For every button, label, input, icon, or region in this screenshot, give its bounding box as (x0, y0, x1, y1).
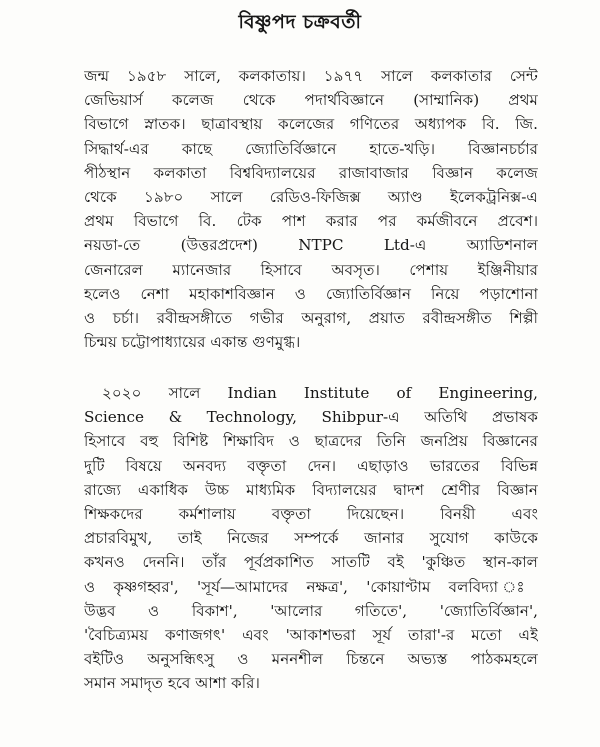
text-line: প্রচারবিমুখ, তাই নিজের সম্পর্কে জানার সুযোগ কাউকে (84, 529, 538, 548)
biography-paragraph-2 (84, 381, 538, 696)
text-line: শিক্ষকদের কর্মশালায় বক্তৃতা দিয়েছেন। বিনয়ী এবং (84, 505, 538, 524)
biography-paragraph-1 (84, 64, 538, 354)
text-line: নয়ডা-তে (উত্তরপ্রদেশ) NTPC Ltd-এ অ্যাডিশনাল (84, 236, 538, 255)
text-line: ও চর্চা। রবীন্দ্রসঙ্গীতে গভীর অনুরাগ, প্রয়াত রবীন্দ্রসঙ্গীত শিল্পী (84, 309, 538, 328)
text-line: চিন্ময় চট্টোপাধ্যায়ের একান্ত গুণমুগ্ধ। (84, 333, 301, 352)
text-line: হলেও নেশা মহাকাশবিজ্ঞান ও জ্যোতির্বিজ্ঞান নিয়ে পড়াশোনা (84, 284, 538, 303)
text-line: জেভিয়ার্স কলেজ থেকে পদার্থবিজ্ঞানে (সাম্মানিক) প্রথম (84, 91, 538, 110)
text-line: Science & Technology, Shibpur-এ অতিথি প্রভাষক (84, 408, 538, 427)
text-line: উদ্ভব ও বিকাশ', 'আলোর গতিতে', 'জ্যোতির্বিজ্ঞান', (84, 601, 538, 620)
text-line: রাজ্যে একাধিক উচ্চ মাধ্যমিক বিদ্যালয়ের দ্বাদশ শ্রেণীর বিজ্ঞান (84, 480, 538, 499)
text-line: পীঠস্থান কলকাতা বিশ্ববিদ্যালয়ের রাজাবাজার বিজ্ঞান কলেজ (84, 163, 538, 182)
text-line: বিভাগে স্নাতক। ছাত্রাবস্থায় কলেজের গণিতের অধ্যাপক বি. জি. (84, 115, 538, 134)
author-name-heading: বিষ্ণুপদ চক্রবর্তী (238, 11, 362, 33)
text-line: থেকে ১৯৮০ সালে রেডিও-ফিজিক্স অ্যাণ্ড ইলেকট্রনিক্স-এ (84, 188, 538, 207)
text-line: হিসাবে বহু বিশিষ্ট শিক্ষাবিদ ও ছাত্রদের তিনি জনপ্রিয় বিজ্ঞানের (84, 432, 538, 451)
text-line: জেনারেল ম্যানেজার হিসাবে অবসৃত। পেশায় ইঞ্জিনীয়ার (84, 260, 538, 279)
text-line: দুটি বিষয়ে অনবদ্য বক্তৃতা দেন। এছাড়াও ভারতের বিভিন্ন (84, 456, 538, 475)
text-line: প্রথম বিভাগে বি. টেক পাশ করার পর কর্মজীবনে প্রবেশ। (84, 212, 538, 231)
text-line: ২০২০ সালে Indian Institute of Engineering, (102, 384, 538, 402)
text-line: সিদ্ধার্থ-এর কাছে জ্যোতির্বিজ্ঞানে হাতে-খড়ি। বিজ্ঞানচর্চার (84, 139, 538, 158)
text-line: বইটিও অনুসন্ধিৎসু ও মননশীল চিন্তনে অভ্যস্ত পাঠকমহলে (84, 650, 538, 669)
text-line: কখনও দেননি। তাঁর পূর্বপ্রকাশিত সাতটি বই 'কুঞ্চিত স্থান-কাল (84, 553, 538, 572)
text-line: ও কৃষ্ণগহ্বর', 'সূর্য—আমাদের নক্ষত্র', 'কোয়াণ্টাম বলবিদ্যা ঃ (84, 577, 538, 596)
text-line: জন্ম ১৯৫৮ সালে, কলকাতায়। ১৯৭৭ সালে কলকাতার সেন্ট (84, 67, 538, 85)
text-line: 'বৈচিত্র্যময় কণাজগৎ' এবং 'আকাশভরা সূর্য তারা'-র মতো এই (84, 626, 538, 645)
text-line: সমান সমাদৃত হবে আশা করি। (84, 674, 260, 693)
